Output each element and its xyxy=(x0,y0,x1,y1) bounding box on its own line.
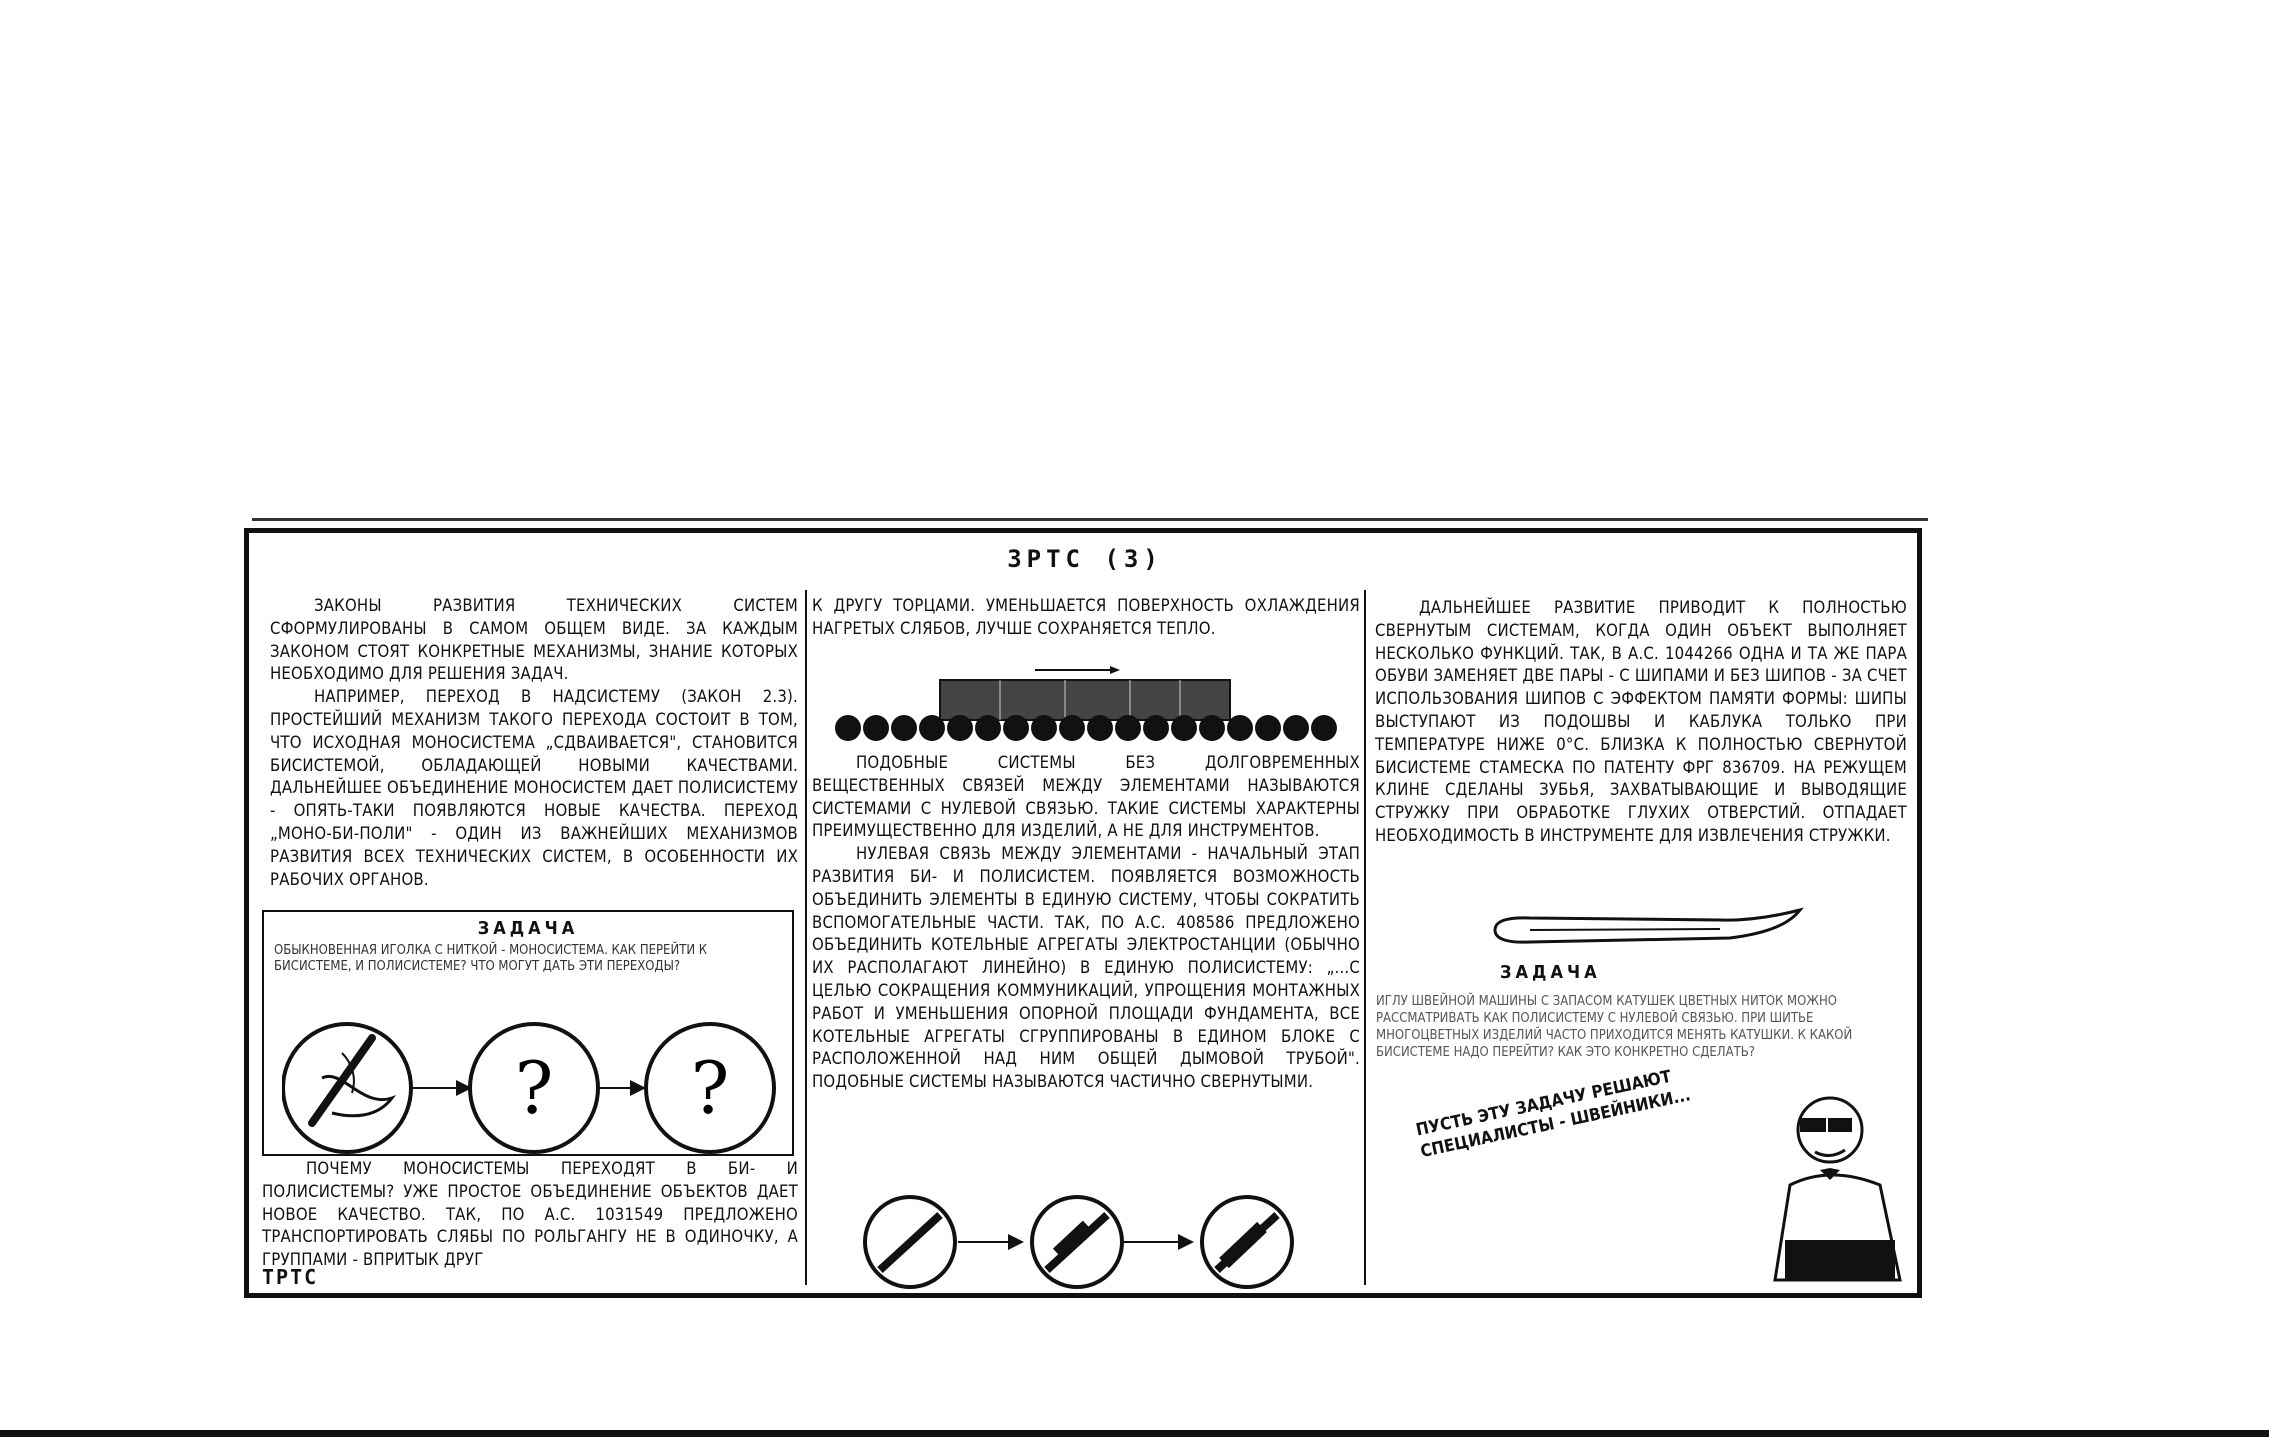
column-1-after-task xyxy=(262,1158,798,1272)
col2-paragraph-2: НУЛЕВАЯ СВЯЗЬ МЕЖДУ ЭЛЕМЕНТАМИ - НАЧАЛЬНЫЙ ЭТАП РАЗВИТИЯ БИ- И ПОЛИСИСТЕМ. ПОЯВЛЯЕТСЯ ВОЗМОЖНОСТЬ ОБЪЕДИНИТЬ ЭЛЕМЕНТЫ В ЕДИНУЮ СИСТЕМУ, ЧТОБЫ СОКРАТИТЬ ВСПОМОГАТЕЛЬНЫЕ ЧАСТИ. ТАК, ПО А.С. 408586 ПРЕДЛОЖЕНО ОБЪЕДИНИТЬ КОТЕЛЬНЫЕ АГРЕГАТЫ ЭЛЕКТРОСТАНЦИИ (ОБЫЧНО ИХ РАСПОЛАГАЮТ ЛИНЕЙНО) В ЕДИНУЮ ПОЛИСИСТЕМУ: „...С ЦЕЛЬЮ СОКРАЩЕНИЯ КОММУНИКАЦИЙ, УПРОЩЕНИЯ МОНТАЖНЫХ РАБОТ И УМЕНЬШЕНИЯ ОПОРНОЙ ПЛОЩАДИ ФУНДАМЕНТА, ВСЕ КОТЕЛЬНЫЕ АГРЕГАТЫ СГРУППИРОВАНЫ В ЕДИНОМ БЛОКЕ С РАСПОЛОЖЕННОЙ НАД НИМ ОБЩЕЙ ДЫМОВОЙ ТРУБОЙ". ПОДОБНЫЕ СИСТЕМЫ НАЗЫВАЮТСЯ ЧАСТИЧНО СВЕРНУТЫМИ. xyxy=(812,844,1360,1092)
column-1-text xyxy=(270,595,798,891)
col2-continuation: К ДРУГУ ТОРЦАМИ. УМЕНЬШАЕТСЯ ПОВЕРХНОСТЬ ОХЛАЖДЕНИЯ НАГРЕТЫХ СЛЯБОВ, ЛУЧШЕ СОХРАНЯЕТСЯ ТЕПЛО. xyxy=(812,596,1360,638)
col2-paragraph-1: ПОДОБНЫЕ СИСТЕМЫ БЕЗ ДОЛГОВРЕМЕННЫХ ВЕЩЕСТВЕННЫХ СВЯЗЕЙ МЕЖДУ ЭЛЕМЕНТАМИ НАЗЫВАЮТСЯ СИСТЕМАМИ С НУЛЕВОЙ СВЯЗЬЮ. ТАКИЕ СИСТЕМЫ ХАРАКТЕРНЫ ПРЕИМУЩЕСТВЕННО ДЛЯ ИЗДЕЛИЙ, А НЕ ДЛЯ ИНСТРУМЕНТОВ. xyxy=(812,753,1360,841)
column-divider-2 xyxy=(1364,590,1366,1285)
question-mark-1: ? xyxy=(514,1046,554,1130)
col1-paragraph-2: НАПРИМЕР, ПЕРЕХОД В НАДСИСТЕМУ (ЗАКОН 2.3). ПРОСТЕЙШИЙ МЕХАНИЗМ ТАКОГО ПЕРЕХОДА СОСТОИТ В ТОМ, ЧТО ИСХОДНАЯ МОНОСИСТЕМА „СДВАИВАЕТСЯ", СТАНОВИТСЯ БИСИСТЕМОЙ, ОБЛАДАЮЩЕЙ НОВЫМИ КАЧЕСТВАМИ. ДАЛЬНЕЙШЕЕ ОБЪЕДИНЕНИЕ МОНОСИСТЕМ ДАЕТ ПОЛИСИСТЕМУ - ОПЯТЬ-ТАКИ ПОЯВЛЯЮТСЯ НОВЫЕ КАЧЕСТВА. ПЕРЕХОД „МОНО-БИ-ПОЛИ" - ОДИН ИЗ ВАЖНЕЙШИХ МЕХАНИЗМОВ РАЗВИТИЯ ВСЕХ ТЕХНИЧЕСКИХ СИСТЕМ, В ОСОБЕННОСТИ ИХ РАБОЧИХ ОРГАНОВ. xyxy=(270,687,798,889)
col3-paragraph-1: ДАЛЬНЕЙШЕЕ РАЗВИТИЕ ПРИВОДИТ К ПОЛНОСТЬЮ СВЕРНУТЫМ СИСТЕМАМ, КОГДА ОДИН ОБЪЕКТ ВЫПОЛНЯЕТ НЕСКОЛЬКО ФУНКЦИЙ. ТАК, В А.С. 1044266 ОДНА И ТА ЖЕ ПАРА ОБУВИ ЗАМЕНЯЕТ ДВЕ ПАРЫ - С ШИПАМИ И БЕЗ ШИПОВ - ЗА СЧЕТ ИСПОЛЬЗОВАНИЯ ШИПОВ С ЭФФЕКТОМ ПАМЯТИ ФОРМЫ: ШИПЫ ВЫСТУПАЮТ ИЗ ПОДОШВЫ И КАБЛУКА ТОЛЬКО ПРИ ТЕМПЕРАТУРЕ НИЖЕ 0°С. БЛИЗКА К ПОЛНОСТЬЮ СВЕРНУТОЙ БИСИСТЕМЕ СТАМЕСКА ПО ПАТЕНТУ ФРГ 836709. НА РЕЖУЩЕМ КЛИНЕ СДЕЛАНЫ ЗУБЬЯ, ЗАХВАТЫВАЮЩИЕ И ВЫВОДЯЩИЕ СТРУЖКУ ПРИ ОБРАБОТКЕ ГЛУХИХ ОТВЕРСТИЙ. ОТПАДАЕТ НЕОБХОДИМОСТЬ В ИНСТРУМЕНТЕ ДЛЯ ИЗВЛЕЧЕНИЯ СТРУЖКИ. xyxy=(1375,598,1907,845)
tailor-cartoon xyxy=(1770,1090,1910,1290)
needle-thread-circle xyxy=(283,1024,411,1152)
col1-paragraph-1: ЗАКОНЫ РАЗВИТИЯ ТЕХНИЧЕСКИХ СИСТЕМ СФОРМУЛИРОВАНЫ В САМОМ ОБЩЕМ ВИДЕ. ЗА КАЖДЫМ ЗАКОНОМ СТОЯТ КОНКРЕТНЫЕ МЕХАНИЗМЫ, ЗНАНИЕ КОТОРЫХ НЕОБХОДИМО ДЛЯ РЕШЕНИЯ ЗАДАЧ. xyxy=(270,596,798,684)
top-rule xyxy=(252,518,1928,521)
slabs-on-roller-table xyxy=(830,665,1340,745)
task-title-1: ЗАДАЧА xyxy=(477,918,579,939)
task-box-1 xyxy=(262,910,794,1156)
task-text-1: ОБЫКНОВЕННАЯ ИГОЛКА С НИТКОЙ - МОНОСИСТЕМА. КАК ПЕРЕЙТИ К БИСИСТЕМЕ, И ПОЛИСИСТЕМЕ? ЧТО МОГУТ ДАТЬ ЭТИ ПЕРЕХОДЫ? xyxy=(274,943,708,974)
scan-edge-bar xyxy=(0,1430,2269,1437)
cartoon-caption: ПУСТЬ ЭТУ ЗАДАЧУ РЕШАЮТ СПЕЦИАЛИСТЫ - ШВЕЙНИКИ... xyxy=(1414,1066,1693,1163)
column-2-continuation xyxy=(812,595,1360,641)
col1-paragraph-3: ПОЧЕМУ МОНОСИСТЕМЫ ПЕРЕХОДЯТ В БИ- И ПОЛИСИСТЕМЫ? УЖЕ ПРОСТОЕ ОБЪЕДИНЕНИЕ ОБЪЕКТОВ ДАЕТ НОВОЕ КАЧЕСТВО. ТАК, ПО А.С. 1031549 ПРЕДЛОЖЕНО ТРАНСПОРТИРОВАТЬ СЛЯБЫ ПО РОЛЬГАНГУ НЕ В ОДИНОЧКУ, А ГРУППАМИ - ВПРИТЫК ДРУГ xyxy=(262,1159,798,1270)
partially-folded-diagram xyxy=(862,1195,1302,1295)
needle-transition-diagram xyxy=(282,1018,782,1158)
footer-label: ТРТС xyxy=(262,1265,319,1289)
column-3-text xyxy=(1375,597,1907,848)
task-title-2: ЗАДАЧА xyxy=(1500,962,1601,983)
column-divider-1 xyxy=(805,590,807,1285)
column-2-text xyxy=(812,752,1360,1094)
task-text-2: ИГЛУ ШВЕЙНОЙ МАШИНЫ С ЗАПАСОМ КАТУШЕК ЦВЕТНЫХ НИТОК МОЖНО РАССМАТРИВАТЬ КАК ПОЛИСИСТЕМУ С НУЛЕВОЙ СВЯЗЬЮ. ПРИ ШИТЬЕ МНОГОЦВЕТНЫХ ИЗДЕЛИЙ ЧАСТО ПРИХОДИТСЯ МЕНЯТЬ КАТУШКИ. К КАКОЙ БИСИСТЕМЕ НАДО ПЕРЕЙТИ? КАК ЭТО КОНКРЕТНО СДЕЛАТЬ? xyxy=(1376,994,1853,1060)
question-mark-2: ? xyxy=(690,1046,730,1130)
chisel-illustration xyxy=(1490,905,1810,955)
article-title: ЗРТС (3) xyxy=(1007,545,1163,573)
